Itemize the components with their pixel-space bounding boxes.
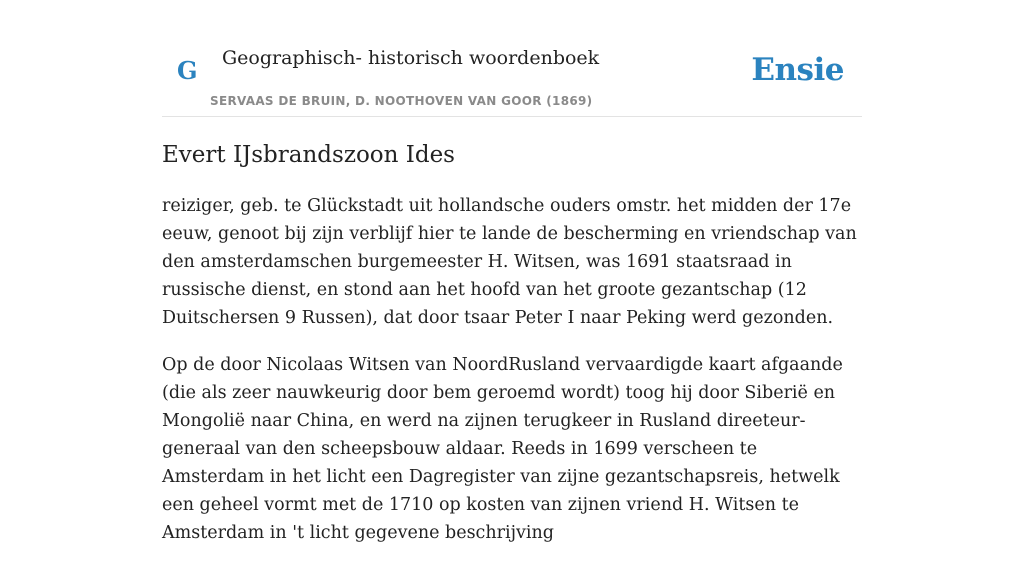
content-container [162, 0, 862, 543]
entry-paragraph: reiziger, geb. te Glückstadt uit hollandsche ouders omstr. het midden der 17e eeuw, genoot bij zijn verblijf hier te lande de bescherming en vriendschap van den amsterdamschen burgemeester H. Witsen, was 1691 staatsraad in russische dienst, en stond aan het hoofd van het groote gezantschap (12 Duitschersen 9 Russen), dat door tsaar Peter I naar Peking werd gezonden. [162, 196, 857, 328]
book-header [162, 0, 862, 117]
brand-logo[interactable]: Ensie [751, 52, 844, 88]
book-title[interactable]: Geographisch- historisch woordenboek [222, 47, 600, 69]
book-author: SERVAAS DE BRUIN, D. NOOTHOVEN VAN GOOR (1869) [210, 94, 593, 108]
book-letter-icon[interactable]: G [177, 56, 198, 85]
entry-paragraph: Op de door Nicolaas Witsen van NoordRusland vervaardigde kaart afgaande (die als zeer nauwkeurig door bem geroemd wordt) toog hij door Siberië en Mongolië naar China, en werd na zijnen terugkeer in Rusland direeteur-generaal van den scheepsbouw aldaar. Reeds in 1699 verscheen te Amsterdam in het licht een Dagregister van zijne gezantschapsreis, hetwelk een geheel vormt met de 1710 op kosten van zijnen vriend H. Witsen te Amsterdam in 't licht gegevene beschrijving [162, 355, 843, 543]
entry-title: Evert IJsbrandszoon Ides [162, 142, 455, 168]
entry-body [162, 192, 862, 566]
